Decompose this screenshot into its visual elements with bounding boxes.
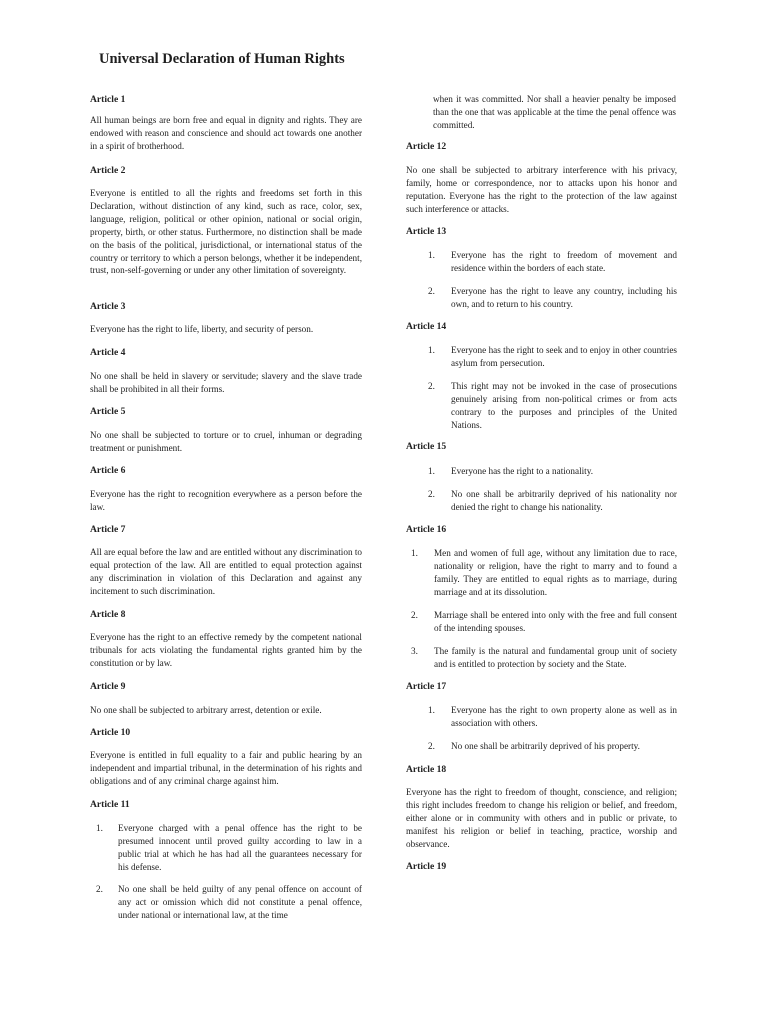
article-8-text: Everyone has the right to an effective remedy by the competent national tribunals for acts violating the fundamental rights granted him by the constitution or by law. xyxy=(90,632,362,668)
list-number: 2. xyxy=(428,286,435,296)
list-text: No one shall be held guilty of any penal offence on account of any act or omission which did not constitute a penal offence, under national or international law, at the time xyxy=(118,884,362,920)
list-number: 2. xyxy=(428,381,435,391)
article-12-text: No one shall be subjected to arbitrary interference with his privacy, family, home or correspondence, nor to attacks upon his honor and reputation. Everyone has the right to the protection of the law against such interference or attacks. xyxy=(406,165,677,214)
list-text: The family is the natural and fundamental group unit of society and is entitled to protection by society and the State. xyxy=(434,646,677,669)
list-number: 1. xyxy=(428,466,435,476)
article-4-text: No one shall be held in slavery or servitude; slavery and the slave trade shall be prohibited in all their forms. xyxy=(90,371,362,394)
article-6-heading: Article 6 xyxy=(90,465,126,476)
article-1-heading: Article 1 xyxy=(90,94,126,105)
article-19-heading: Article 19 xyxy=(406,861,447,872)
article-9-text: No one shall be subjected to arbitrary arrest, detention or exile. xyxy=(90,705,322,715)
list-number: 2. xyxy=(411,610,418,620)
article-3-text: Everyone has the right to life, liberty, and security of person. xyxy=(90,324,314,334)
list-text: Everyone charged with a penal offence has the right to be presumed innocent until proved guilty according to law in a public trial at which he has had all the guarantees necessary for his defense. xyxy=(118,823,362,872)
article-6-text: Everyone has the right to recognition everywhere as a person before the law. xyxy=(90,489,362,512)
list-text: Men and women of full age, without any limitation due to race, nationality or religion, have the right to marry and to found a family. They are entitled to equal rights as to marriage, during marriage and at its dissolution. xyxy=(434,548,677,597)
article-3-heading: Article 3 xyxy=(90,301,126,312)
list-item xyxy=(428,380,677,432)
list-number: 2. xyxy=(96,884,103,894)
list-item xyxy=(428,740,677,753)
article-11-continuation: when it was committed. Nor shall a heavier penalty be imposed than the one that was applicable at the time the penal offence was committed. xyxy=(433,94,676,130)
list-text: Everyone has the right to leave any country, including his own, and to return to his country. xyxy=(451,286,677,309)
list-number: 1. xyxy=(96,823,103,833)
article-7-heading: Article 7 xyxy=(90,524,126,535)
list-number: 3. xyxy=(411,646,418,656)
article-18-text: Everyone has the right to freedom of thought, conscience, and religion; this right includes freedom to change his religion or belief, and freedom, either alone or in community with others and in public or private, to manifest his religion or belief in teaching, practice, worship and observance. xyxy=(406,787,677,849)
article-17-heading: Article 17 xyxy=(406,681,447,692)
article-14-heading: Article 14 xyxy=(406,321,447,332)
list-item xyxy=(428,465,677,478)
list-text: No one shall be arbitrarily deprived of his nationality nor denied the right to change his nationality. xyxy=(451,489,677,512)
list-item xyxy=(411,609,677,635)
list-number: 2. xyxy=(428,489,435,499)
article-11-heading: Article 11 xyxy=(90,799,130,810)
article-7-text: All are equal before the law and are entitled without any discrimination to equal protection of the law. All are entitled to equal protection against any discrimination in violation of this Declaration and against any incitement to such discrimination. xyxy=(90,547,362,596)
list-text: No one shall be arbitrarily deprived of his property. xyxy=(451,741,640,751)
list-item xyxy=(428,704,677,730)
list-item xyxy=(428,344,677,370)
article-4-heading: Article 4 xyxy=(90,347,126,358)
list-text: Everyone has the right to own property alone as well as in association with others. xyxy=(451,705,677,728)
list-number: 1. xyxy=(411,548,418,558)
article-13-heading: Article 13 xyxy=(406,226,447,237)
article-10-heading: Article 10 xyxy=(90,727,131,738)
article-10-text: Everyone is entitled in full equality to a fair and public hearing by an independent and impartial tribunal, in the determination of his rights and obligations and of any criminal charge against him. xyxy=(90,750,362,786)
list-text: Everyone has the right to a nationality. xyxy=(451,466,594,476)
article-18-heading: Article 18 xyxy=(406,764,447,775)
list-text: Everyone has the right to freedom of movement and residence within the borders of each state. xyxy=(451,250,677,273)
list-item xyxy=(411,547,677,599)
list-item xyxy=(428,488,677,514)
article-9-heading: Article 9 xyxy=(90,681,126,692)
article-2-text: Everyone is entitled to all the rights and freedoms set forth in this Declaration, without distinction of any kind, such as race, color, sex, language, religion, political or other opinion, national or social origin, property, birth, or other status. Furthermore, no distinction shall be made on the basis of the political, jurisdictional, or international status of the country or territory to which a person belongs, whether it be independent, trust, non-self-governing or under any other limitation of sovereignty. xyxy=(90,188,362,276)
list-number: 1. xyxy=(428,345,435,355)
list-number: 2. xyxy=(428,741,435,751)
list-item xyxy=(428,249,677,275)
list-text: Marriage shall be entered into only with the free and full consent of the intending spouses. xyxy=(434,610,677,633)
article-1-text: All human beings are born free and equal in dignity and rights. They are endowed with reason and conscience and should act towards one another in a spirit of brotherhood. xyxy=(90,115,362,151)
list-number: 1. xyxy=(428,250,435,260)
list-text: This right may not be invoked in the case of prosecutions genuinely arising from non-political crimes or from acts contrary to the purposes and principles of the United Nations. xyxy=(451,381,677,430)
article-2-heading: Article 2 xyxy=(90,165,126,176)
list-item xyxy=(96,883,362,922)
article-8-heading: Article 8 xyxy=(90,609,126,620)
article-5-heading: Article 5 xyxy=(90,406,126,417)
list-item xyxy=(428,285,677,311)
list-item xyxy=(411,645,677,671)
article-16-heading: Article 16 xyxy=(406,524,447,535)
article-15-heading: Article 15 xyxy=(406,441,447,452)
list-number: 1. xyxy=(428,705,435,715)
article-5-text: No one shall be subjected to torture or to cruel, inhuman or degrading treatment or punishment. xyxy=(90,430,362,453)
list-item xyxy=(96,822,362,874)
list-text: Everyone has the right to seek and to enjoy in other countries asylum from persecution. xyxy=(451,345,677,368)
article-12-heading: Article 12 xyxy=(406,141,447,152)
document-title: Universal Declaration of Human Rights xyxy=(99,51,345,67)
